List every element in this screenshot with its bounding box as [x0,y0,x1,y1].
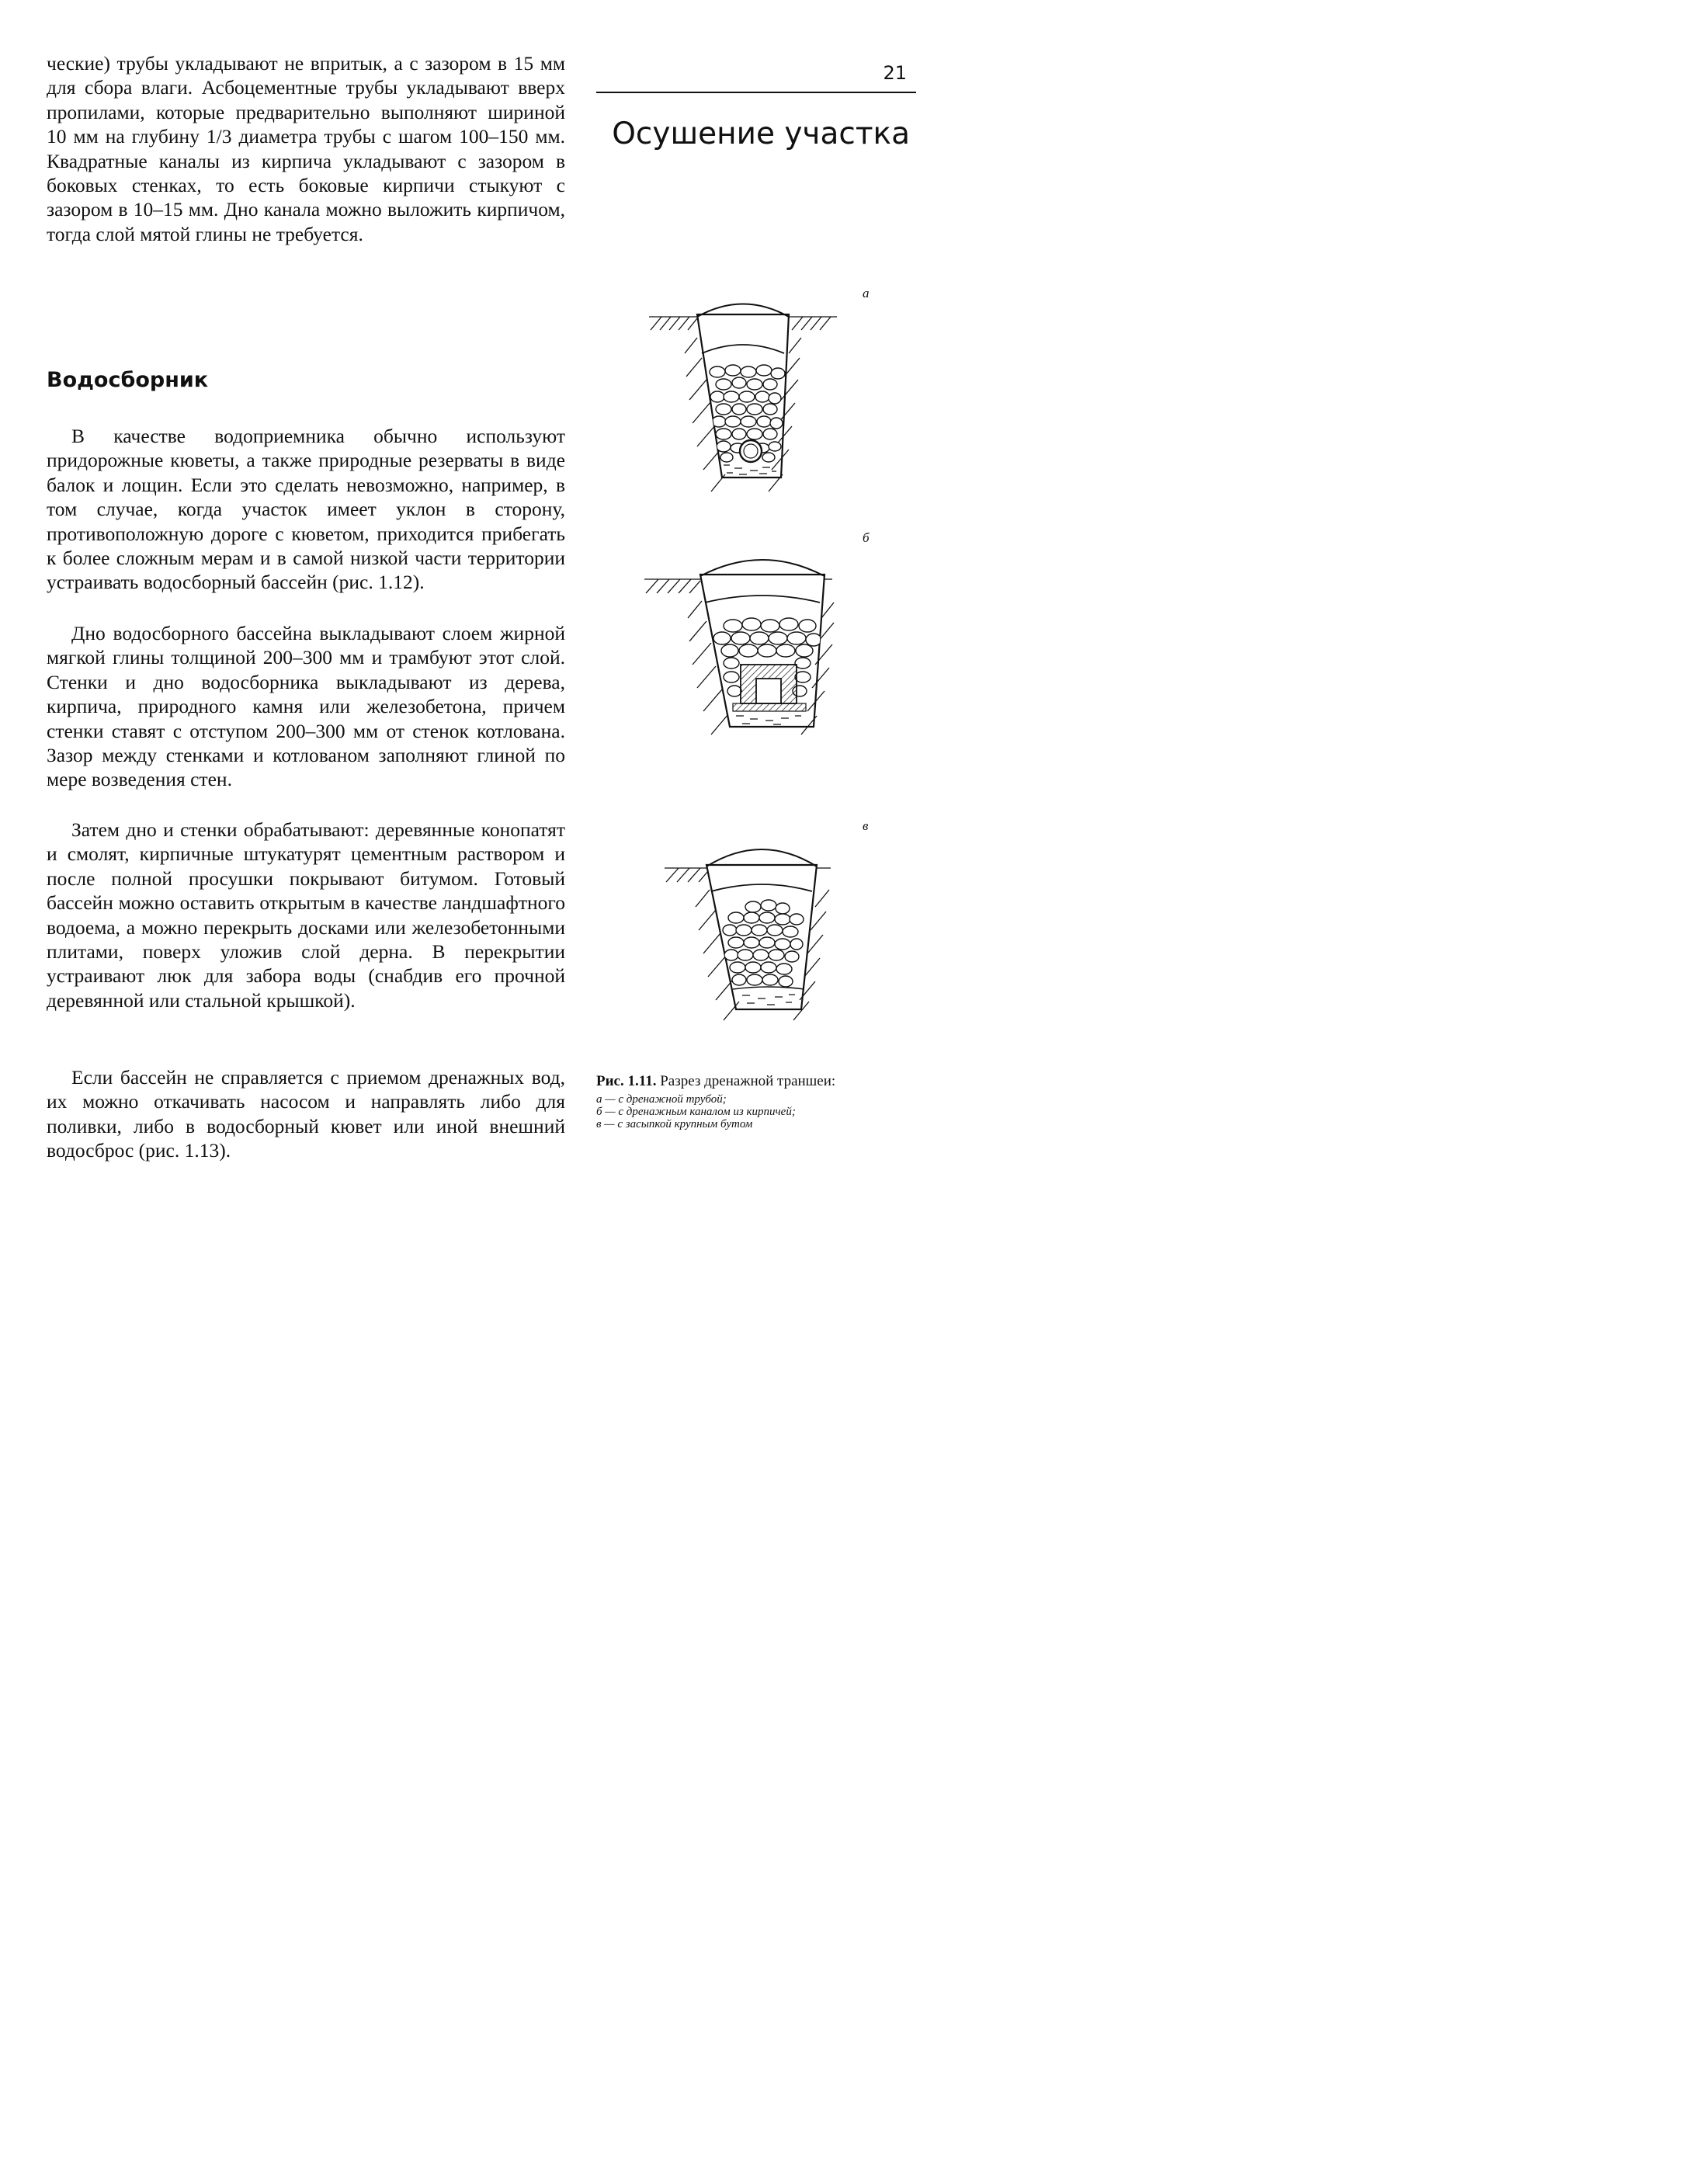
caption-title [596,1070,922,1093]
backfill-mound [706,849,817,866]
sand-bed [742,995,795,1005]
caption-number: Рис. 1.11. [596,1073,657,1089]
trench-diagram-rubble [661,837,832,1031]
brick-base [733,703,806,711]
drain-pipe [740,440,762,462]
soil-line [702,345,784,353]
backfill-mound [700,560,824,576]
page-number: 21 [883,62,907,84]
figure-label-b: б [863,530,870,545]
body-paragraph-4: Если бассейн не справляется с приемом дренажных вод, их можно откачивать насосом и направлять либо для поливки, либо в водосборный кювет или иной внешний водосброс (рис. 1.13). [47,1066,565,1162]
figure-label-a: а [863,286,870,300]
trench-diagram-pipe [646,299,840,501]
body-paragraph-3: Затем дно и стенки обрабатывают: деревянные конопатят и смолят, кирпичные штукатурят цементным раствором и после полной просушки покрывают битумом. Готовый бассейн можно оставить открытым в качестве ландшафтного водоема, а можно перекрыть досками или железобетонными плитами, поверх уложив слой дерна. В перекрытии устраивают люк для забора воды (снабдив его прочной деревянной или стальной крышкой). [47,818,565,1012]
chapter-title: Осушение участка [612,116,910,151]
sand-bed [736,716,801,724]
caption-item-a: а — с дренажной трубой; [596,1093,727,1106]
caption-item-c: в — с засыпкой крупным бутом [596,1118,753,1130]
body-paragraph-1: В качестве водоприемника обычно используют придорожные кюветы, а также природные резерваты в виде балок и лощин. Если это сделать невозможно, например, в том случае, когда участок имеет уклон в сторону, противоположную дороге с кюветом, приходится прибегать к более сложным мерам и в самой низкой части территории устраивать водосборный бассейн (рис. 1.12). [47,425,565,594]
soil-line [711,884,812,891]
sand-line [733,987,804,989]
figure-caption [596,1070,922,1130]
brick-channel-void [756,679,781,703]
body-paragraph-2: Дно водосборного бассейна выкладывают слоем жирной мягкой глины толщиной 200–300 мм и трамбуют этот слой. Стенки и дно водосборника выкладывают из дерева, кирпича, природного камня или железобетона, причем стенки ставят с отступом 200–300 мм от стенок котлована. Зазор между стенками и котлованом заполняют глиной по мере возведения стен. [47,622,565,791]
figure-label-c: в [863,818,869,833]
caption-text: Разрез дренажной траншеи: [660,1073,836,1089]
section-heading: Водосборник [47,368,209,392]
trench-wall [706,865,817,1009]
rubble-fill [723,900,804,987]
caption-item-b: б — с дренажным каналом из кирпичей; [596,1106,796,1118]
sand-bed [724,465,776,474]
header-rule [596,92,916,93]
soil-line [705,596,820,603]
trench-diagram-brick-channel [641,548,835,750]
intro-paragraph: ческие) трубы укладывают не впритык, а с зазором в 15 мм для сбора влаги. Асбоцементные трубы укладывают вверх пропилами, которые предварительно выполняют шириной 10 мм на глубину 1/3 диаметра трубы с шагом 100–150 мм. Квадратные каналы из кирпича укладывают с зазором в боковых стенках, то есть боковые кирпичи стыкуют с зазором в 10–15 мм. Дно канала можно выложить кирпичом, тогда слой мятой глины не требуется. [47,52,565,245]
